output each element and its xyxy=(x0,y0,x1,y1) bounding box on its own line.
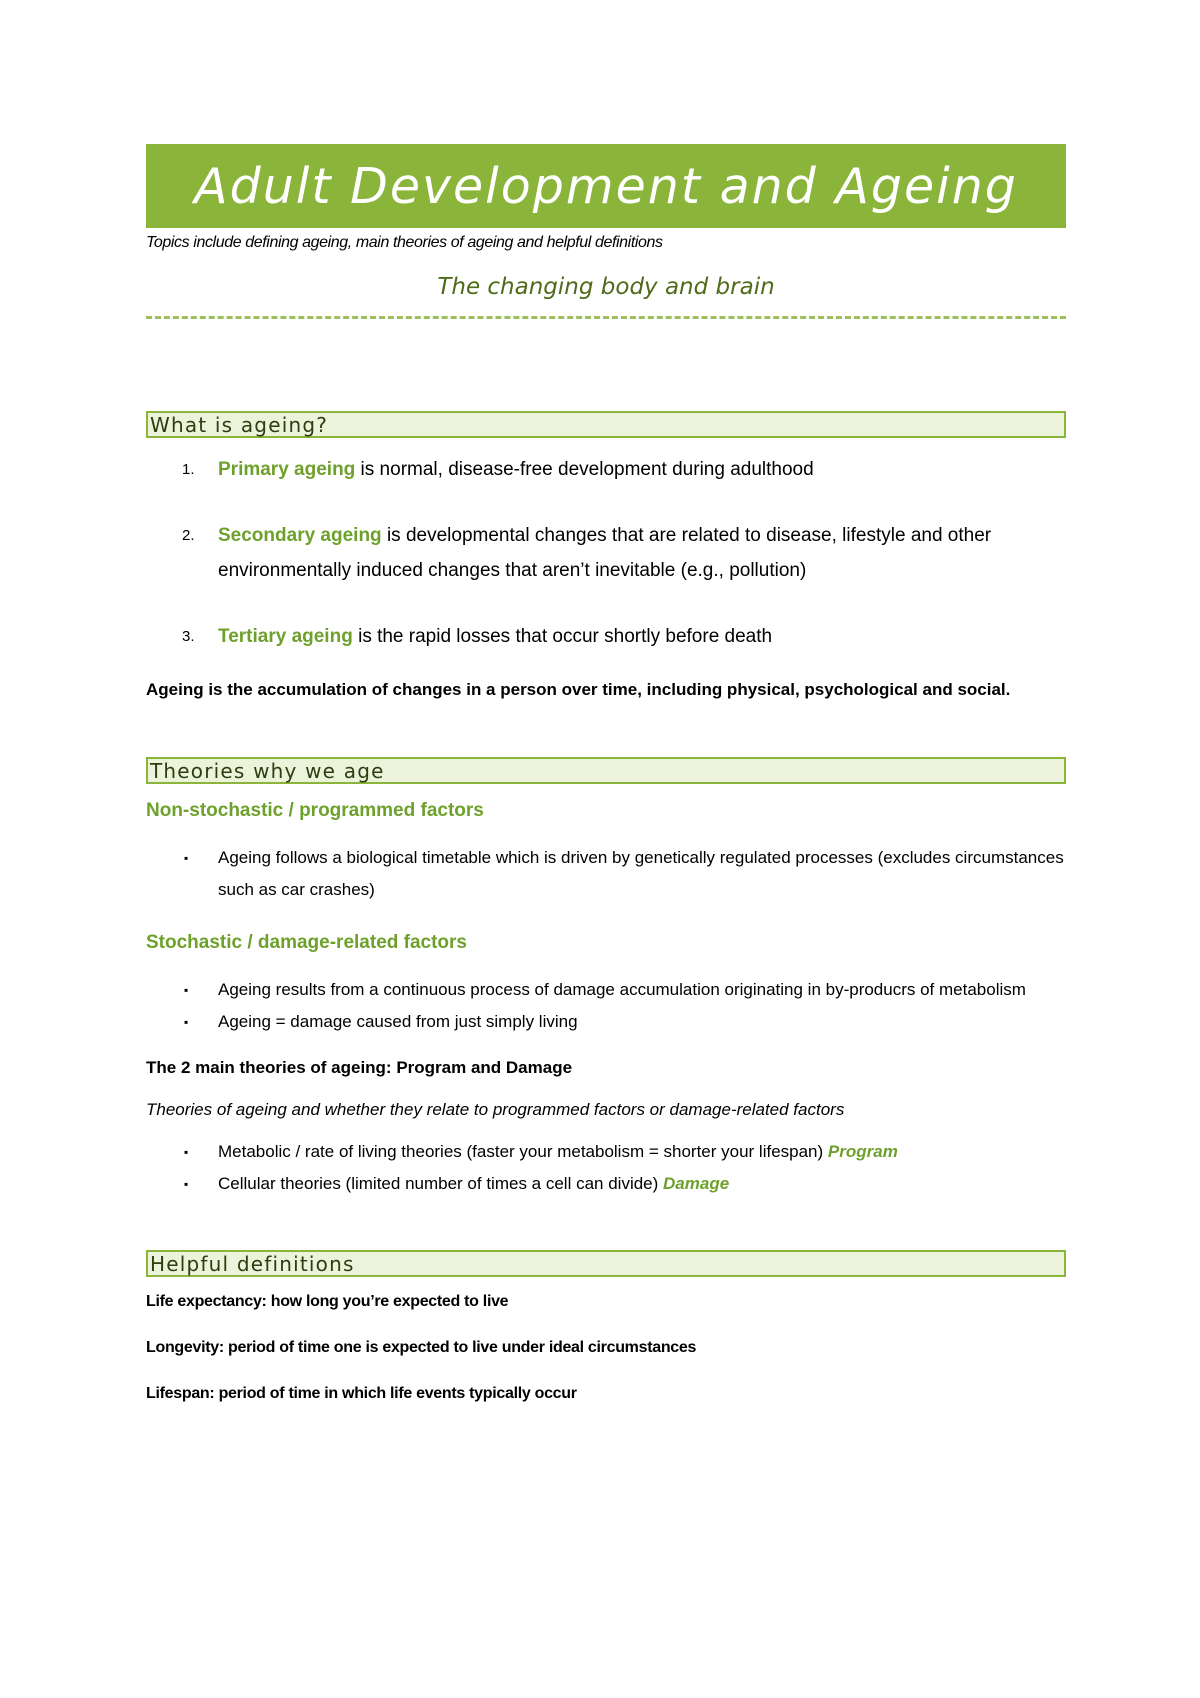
title-banner xyxy=(146,144,1066,228)
ageing-definition: Ageing is the accumulation of changes in a person over time, including physical, psychological and social. xyxy=(146,680,1011,699)
bullet-marker: ▪ xyxy=(184,1015,189,1029)
subheading-stochastic: Stochastic / damage-related factors xyxy=(146,932,467,953)
bullet-marker: ▪ xyxy=(184,983,189,997)
main-theories-line: The 2 main theories of ageing: Program and Damage xyxy=(146,1058,573,1077)
term-description: is the rapid losses that occur shortly before death xyxy=(352,626,773,647)
bullet-text: Ageing follows a biological timetable which is driven by genetically regulated processes (excludes circumstances such as car crashes) xyxy=(218,848,1064,899)
list-item xyxy=(146,619,1066,654)
document-page xyxy=(146,144,1066,1403)
list-number: 2. xyxy=(182,527,195,544)
bullet-marker: ▪ xyxy=(184,1177,189,1191)
list-item xyxy=(146,452,1066,487)
ageing-types-list xyxy=(146,452,1066,654)
stochastic-bullets xyxy=(146,974,1066,1038)
term-description: is normal, disease-free development during adulthood xyxy=(355,459,814,480)
section-header-helpful-definitions: Helpful definitions xyxy=(146,1250,1066,1277)
topics-line: Topics include defining ageing, main theories of ageing and helpful definitions xyxy=(146,234,663,251)
bullet-text: Ageing = damage caused from just simply living xyxy=(218,1012,578,1031)
bullet-marker: ▪ xyxy=(184,1145,189,1159)
theories-caption: Theories of ageing and whether they relate to programmed factors or damage-related factors xyxy=(146,1100,845,1119)
theory-bullets xyxy=(146,1136,1066,1200)
bullet-text: Ageing results from a continuous process of damage accumulation originating in by-producrs of metabolism xyxy=(218,980,1026,999)
bullet-marker: ▪ xyxy=(184,851,189,865)
list-item xyxy=(146,974,1066,1006)
document-title: Adult Development and Ageing xyxy=(194,157,1018,215)
bullet-text: Metabolic / rate of living theories (faster your metabolism = shorter your lifespan) xyxy=(218,1142,828,1161)
list-item xyxy=(146,518,1066,588)
definition-life-expectancy: Life expectancy: how long you’re expected to live xyxy=(146,1293,509,1310)
list-number: 1. xyxy=(182,461,195,478)
non-stochastic-bullets xyxy=(146,842,1066,906)
section-header-what-is-ageing: What is ageing? xyxy=(146,411,1066,438)
definition-lifespan: Lifespan: period of time in which life events typically occur xyxy=(146,1385,577,1402)
list-number: 3. xyxy=(182,628,195,645)
list-item xyxy=(146,1006,1066,1038)
term-tertiary-ageing: Tertiary ageing xyxy=(218,626,353,647)
theory-tag-damage: Damage xyxy=(663,1174,730,1193)
list-item xyxy=(146,842,1066,906)
term-description: is developmental changes that are related to disease, lifestyle and other environmentally induced changes that aren’t inevitable (e.g., pollution) xyxy=(218,525,992,581)
subheading-non-stochastic: Non-stochastic / programmed factors xyxy=(146,800,484,821)
term-primary-ageing: Primary ageing xyxy=(218,459,356,480)
list-item xyxy=(146,1136,1066,1168)
document-subtitle: The changing body and brain xyxy=(437,274,775,300)
definition-longevity: Longevity: period of time one is expected to live under ideal circumstances xyxy=(146,1339,697,1356)
bullet-text: Cellular theories (limited number of times a cell can divide) xyxy=(218,1174,664,1193)
section-header-theories: Theories why we age xyxy=(146,757,1066,784)
dashed-divider xyxy=(146,316,1066,319)
term-secondary-ageing: Secondary ageing xyxy=(218,525,382,546)
theory-tag-program: Program xyxy=(827,1142,898,1161)
list-item xyxy=(146,1168,1066,1200)
